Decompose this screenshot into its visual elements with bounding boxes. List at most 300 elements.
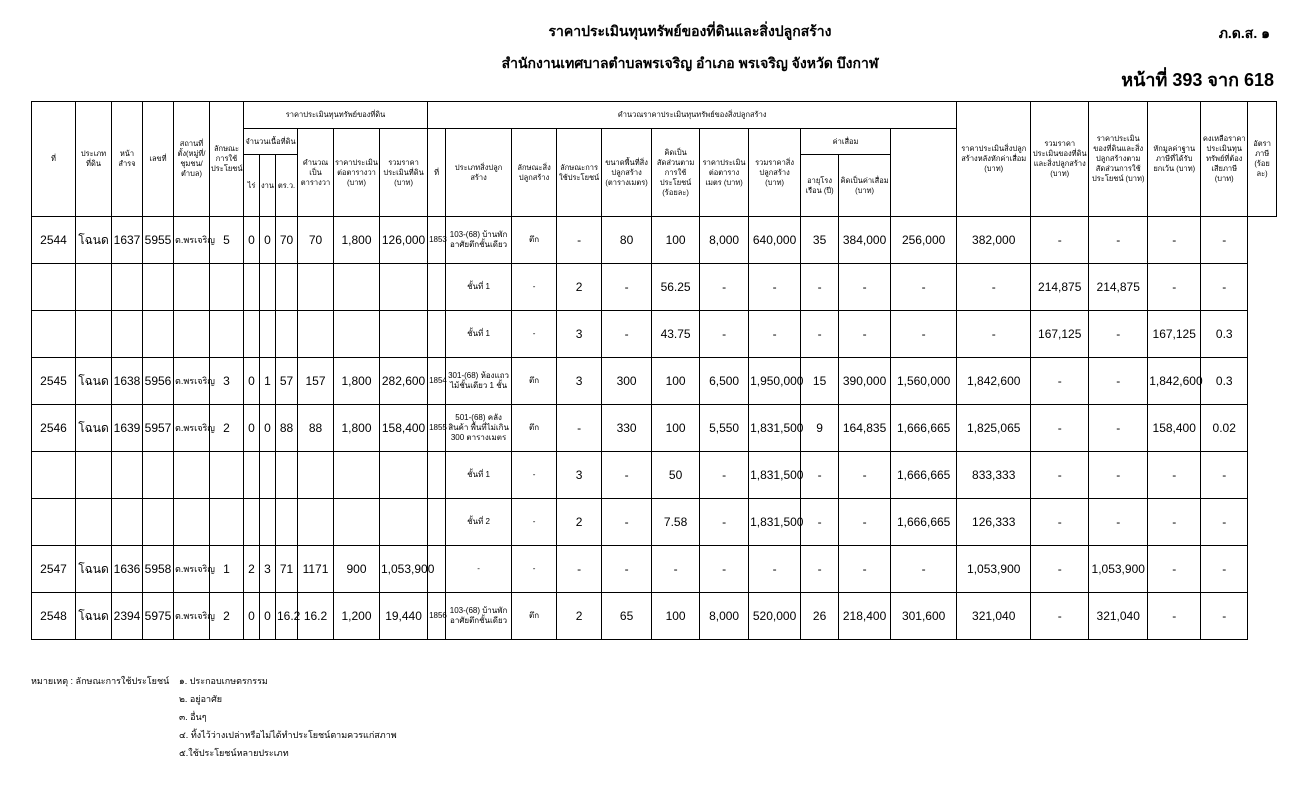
col-rai: ไร่ (244, 155, 260, 217)
table-cell: ตึก (512, 405, 557, 452)
table-cell: - (700, 311, 749, 358)
col-total-value: รวมราคาประเมินของที่ดินและสิ่งปลูกสร้าง (บาท) (1031, 102, 1089, 217)
table-cell: - (1201, 593, 1248, 640)
table-cell: 100 (652, 405, 700, 452)
table-cell: 1,200 (334, 593, 380, 640)
table-cell: - (1201, 546, 1248, 593)
table-cell: - (512, 546, 557, 593)
table-cell: 382,000 (957, 217, 1031, 264)
table-cell (260, 499, 276, 546)
table-cell (380, 499, 428, 546)
table-cell: 100 (652, 217, 700, 264)
table-cell: 1,053,900 (957, 546, 1031, 593)
table-cell: - (512, 452, 557, 499)
table-cell: 384,000 (839, 217, 891, 264)
table-cell: โฉนด (76, 217, 112, 264)
table-cell: 1,053,900 (380, 546, 428, 593)
table-cell (210, 264, 244, 311)
table-cell (298, 264, 334, 311)
table-cell: 1,800 (334, 405, 380, 452)
table-cell (76, 311, 112, 358)
table-cell: - (700, 499, 749, 546)
table-cell: ชั้นที่ 1 (446, 311, 512, 358)
table-cell: 1,831,500 (749, 452, 801, 499)
col-building-style: ลักษณะสิ่งปลูกสร้าง (512, 129, 557, 217)
table-cell: 1854 (428, 358, 446, 405)
table-row (32, 499, 1277, 546)
table-cell (428, 264, 446, 311)
table-cell: - (1148, 546, 1201, 593)
table-cell: ต.พรเจริญ (174, 217, 210, 264)
table-cell: - (957, 264, 1031, 311)
table-cell (244, 311, 260, 358)
table-cell: 1,800 (334, 217, 380, 264)
table-cell: โฉนด (76, 405, 112, 452)
table-cell: 16.2 (276, 593, 298, 640)
table-cell: - (602, 499, 652, 546)
table-row (32, 264, 1277, 311)
table-cell (143, 311, 174, 358)
table-cell: 5956 (143, 358, 174, 405)
table-cell (112, 499, 143, 546)
table-cell: 43.75 (652, 311, 700, 358)
table-cell: - (1201, 499, 1248, 546)
col-building-type: ประเภทสิ่งปลูกสร้าง (446, 129, 512, 217)
table-cell: 1639 (112, 405, 143, 452)
table-cell (112, 311, 143, 358)
col-usage-ratio: คิดเป็นสัดส่วนตามการใช้ประโยชน์ (ร้อยละ) (652, 129, 700, 217)
table-cell: 2 (557, 593, 602, 640)
table-cell: ต.พรเจริญ (174, 405, 210, 452)
table-row (32, 217, 1277, 264)
table-cell: - (1201, 217, 1248, 264)
table-cell: 214,875 (1089, 264, 1148, 311)
group-area: จำนวนเนื้อที่ดิน (244, 129, 298, 155)
table-cell (298, 452, 334, 499)
table-cell (276, 499, 298, 546)
table-cell: - (749, 264, 801, 311)
table-cell: 158,400 (1148, 405, 1201, 452)
table-cell: ต.พรเจริญ (174, 546, 210, 593)
notes-label: หมายเหตุ : ลักษณะการใช้ประโยชน์ (31, 676, 170, 686)
table-cell: - (801, 546, 839, 593)
table-cell: 0 (260, 217, 276, 264)
table-cell: 301,600 (891, 593, 957, 640)
table-cell: 5957 (143, 405, 174, 452)
table-cell: 8,000 (700, 217, 749, 264)
table-cell: - (1031, 358, 1089, 405)
table-cell: 520,000 (749, 593, 801, 640)
group-building: คำนวณราคาประเมินทุนทรัพย์ของสิ่งปลูกสร้าง (428, 102, 957, 129)
table-cell: 15 (801, 358, 839, 405)
table-cell: 2548 (32, 593, 76, 640)
table-cell: - (891, 264, 957, 311)
col-location: สถานที่ตั้ง(หมู่ที่/ชุมชน/ตำบล) (174, 102, 210, 217)
table-cell: 1,053,900 (1089, 546, 1148, 593)
table-cell: - (700, 452, 749, 499)
table-cell: 1 (260, 358, 276, 405)
table-cell: - (700, 264, 749, 311)
table-cell: 164,835 (839, 405, 891, 452)
table-cell: 16.2 (298, 593, 334, 640)
table-cell: - (1089, 358, 1148, 405)
table-cell: โฉนด (76, 593, 112, 640)
table-cell (428, 311, 446, 358)
table-cell (428, 452, 446, 499)
table-cell: 1,831,500 (749, 405, 801, 452)
col-building-after-dep: ราคาประเมินสิ่งปลูกสร้างหลังหักค่าเสื่อม (บาท) (957, 102, 1031, 217)
table-cell: 1856 (428, 593, 446, 640)
table-cell: 1,950,000 (749, 358, 801, 405)
form-code: ภ.ด.ส. ๑ (1218, 25, 1270, 41)
table-cell: 80 (602, 217, 652, 264)
table-cell (244, 452, 260, 499)
table-cell: - (1089, 452, 1148, 499)
notes (31, 672, 397, 762)
table-cell: - (1089, 499, 1148, 546)
table-cell (112, 264, 143, 311)
table-cell: 3 (210, 358, 244, 405)
table-cell: - (1148, 499, 1201, 546)
col-value-by-usage: ราคาประเมินของที่ดินและสิ่งปลูกสร้างตามสัดส่วนการใช้ประโยชน์ (บาท) (1089, 102, 1148, 217)
table-cell: - (839, 499, 891, 546)
table-cell: ตึก (512, 217, 557, 264)
col-building-no: ที่ (428, 129, 446, 217)
table-cell: 0 (244, 217, 260, 264)
table-cell: 5955 (143, 217, 174, 264)
table-cell: 35 (801, 217, 839, 264)
table-cell (210, 499, 244, 546)
table-cell (260, 264, 276, 311)
table-cell: ชั้นที่ 1 (446, 452, 512, 499)
table-cell: - (839, 546, 891, 593)
table-cell: 2 (557, 264, 602, 311)
col-building-usage: ลักษณะการใช้ประโยชน์ (557, 129, 602, 217)
table-cell (76, 452, 112, 499)
table-cell: ตึก (512, 593, 557, 640)
table-row (32, 311, 1277, 358)
table-cell (174, 452, 210, 499)
table-cell: - (557, 217, 602, 264)
table-cell: 0 (260, 593, 276, 640)
table-cell: 900 (334, 546, 380, 593)
col-ngan: งาน (260, 155, 276, 217)
table-cell: 103-(68) บ้านพักอาศัยตึกชั้นเดียว (446, 593, 512, 640)
table-cell: 1,560,000 (891, 358, 957, 405)
table-cell: โฉนด (76, 358, 112, 405)
table-cell: - (700, 546, 749, 593)
table-cell: 0 (244, 405, 260, 452)
table-cell (334, 499, 380, 546)
table-cell: 282,600 (380, 358, 428, 405)
col-taxable: คงเหลือราคาประเมินทุนทรัพย์ที่ต้องเสียภาษี (บาท) (1201, 102, 1248, 217)
col-price-per-sqm: ราคาประเมินต่อตารางเมตร (บาท) (700, 129, 749, 217)
table-cell: 1853 (428, 217, 446, 264)
table-cell: - (512, 264, 557, 311)
col-doc-no: เลขที่ (143, 102, 174, 217)
table-cell: - (1031, 593, 1089, 640)
table-cell: - (1089, 217, 1148, 264)
table-cell: 100 (652, 358, 700, 405)
table-cell: ตึก (512, 358, 557, 405)
table-cell: - (891, 546, 957, 593)
table-cell (76, 264, 112, 311)
table-cell: 1,666,665 (891, 405, 957, 452)
table-cell (298, 311, 334, 358)
table-cell: 9 (801, 405, 839, 452)
col-survey-page: หน้าสำรจ (112, 102, 143, 217)
table-cell (244, 264, 260, 311)
table-cell: - (1201, 264, 1248, 311)
table-cell: 1,825,065 (957, 405, 1031, 452)
table-cell (32, 264, 76, 311)
table-cell: 157 (298, 358, 334, 405)
table-cell: - (557, 546, 602, 593)
table-cell: - (801, 311, 839, 358)
table-cell: 0.02 (1201, 405, 1248, 452)
table-cell (174, 311, 210, 358)
note-item: ๓. อื่นๆ (179, 712, 207, 722)
table-cell (210, 452, 244, 499)
table-cell (32, 311, 76, 358)
table-cell (298, 499, 334, 546)
table-cell: 2 (210, 593, 244, 640)
table-cell: - (839, 311, 891, 358)
table-cell: 218,400 (839, 593, 891, 640)
table-cell: 1,842,600 (1148, 358, 1201, 405)
table-cell: 5,550 (700, 405, 749, 452)
table-cell: 2 (210, 405, 244, 452)
table-cell: ต.พรเจริญ (174, 593, 210, 640)
table-cell: - (1031, 452, 1089, 499)
table-cell: - (512, 499, 557, 546)
table-cell: - (602, 546, 652, 593)
table-cell: - (749, 311, 801, 358)
table-cell (276, 452, 298, 499)
col-floor-area: ขนาดพื้นที่สิ่งปลูกสร้าง (ตารางเมตร) (602, 129, 652, 217)
table-cell: - (652, 546, 700, 593)
table-cell: - (512, 311, 557, 358)
table-cell: 256,000 (891, 217, 957, 264)
table-cell: 3 (557, 452, 602, 499)
table-cell: 100 (652, 593, 700, 640)
page-number: หน้าที่ 393 จาก 618 (1121, 70, 1274, 90)
table-cell: โฉนด (76, 546, 112, 593)
table-cell: 5975 (143, 593, 174, 640)
table-cell: 214,875 (1031, 264, 1089, 311)
table-cell: - (801, 452, 839, 499)
table-cell: ต.พรเจริญ (174, 358, 210, 405)
table-cell (276, 264, 298, 311)
table-row (32, 358, 1277, 405)
table-cell: - (557, 405, 602, 452)
table-cell: 640,000 (749, 217, 801, 264)
table-cell: 126,000 (380, 217, 428, 264)
table-cell: - (957, 311, 1031, 358)
table-cell: - (749, 546, 801, 593)
table-cell: 5 (210, 217, 244, 264)
table-cell: 6,500 (700, 358, 749, 405)
table-cell (76, 499, 112, 546)
table-cell: ชั้นที่ 1 (446, 264, 512, 311)
table-cell (334, 264, 380, 311)
table-row (32, 405, 1277, 452)
assessment-table (31, 101, 1277, 640)
table-cell: 1,666,665 (891, 452, 957, 499)
table-cell (334, 311, 380, 358)
table-cell: 0.3 (1201, 358, 1248, 405)
table-cell: 0 (244, 593, 260, 640)
col-age: อายุโรงเรือน (ปี) (801, 155, 839, 217)
table-cell (210, 311, 244, 358)
note-item: ๕.ใช้ประโยชน์หลายประเภท (179, 748, 289, 758)
table-cell: 390,000 (839, 358, 891, 405)
table-cell: 7.58 (652, 499, 700, 546)
table-cell (32, 452, 76, 499)
table-cell: 330 (602, 405, 652, 452)
table-cell: 70 (298, 217, 334, 264)
table-cell: - (1201, 452, 1248, 499)
note-item: ๑. ประกอบเกษตรกรรม (179, 676, 268, 686)
table-cell: 1637 (112, 217, 143, 264)
table-cell: 88 (298, 405, 334, 452)
table-cell (380, 264, 428, 311)
table-cell: - (801, 264, 839, 311)
col-total-building-price: รวมราคาสิ่งปลูกสร้าง (บาท) (749, 129, 801, 217)
table-cell: 167,125 (1031, 311, 1089, 358)
table-cell: - (839, 264, 891, 311)
table-cell: 88 (276, 405, 298, 452)
table-cell: - (1031, 217, 1089, 264)
table-cell: 167,125 (1148, 311, 1201, 358)
table-row (32, 593, 1277, 640)
col-price-per-wa: ราคาประเมินต่อตารางวา (บาท) (334, 129, 380, 217)
table-cell: 126,333 (957, 499, 1031, 546)
table-cell: 1,842,600 (957, 358, 1031, 405)
table-cell: 2547 (32, 546, 76, 593)
col-wa: ตร.ว. (276, 155, 298, 217)
table-cell: - (602, 264, 652, 311)
col-exemption: หักมูลค่าฐานภาษีที่ได้รับยกเว้น (บาท) (1148, 102, 1201, 217)
table-cell: - (1148, 217, 1201, 264)
table-cell: 3 (557, 311, 602, 358)
table-row (32, 546, 1277, 593)
table-cell: 26 (801, 593, 839, 640)
table-cell: - (1031, 546, 1089, 593)
table-cell (260, 452, 276, 499)
col-tax-rate: อัตราภาษี (ร้อยละ) (1248, 102, 1277, 217)
table-cell: - (1148, 264, 1201, 311)
col-usage: ลักษณะการใช้ประโยชน์ (210, 102, 244, 217)
col-calc-area: คำนวณเป็นตารางวา (298, 129, 334, 217)
table-cell: - (1148, 452, 1201, 499)
table-cell: - (1031, 499, 1089, 546)
table-cell: 71 (276, 546, 298, 593)
table-cell: - (1031, 405, 1089, 452)
table-row (32, 452, 1277, 499)
table-cell: - (446, 546, 512, 593)
table-cell: - (891, 311, 957, 358)
note-item: ๒. อยู่อาศัย (179, 694, 223, 704)
table-cell (380, 311, 428, 358)
table-cell: 0 (260, 405, 276, 452)
table-cell: 1638 (112, 358, 143, 405)
table-cell (334, 452, 380, 499)
table-cell (428, 499, 446, 546)
group-depreciation: ค่าเสื่อม (801, 129, 891, 155)
table-cell: 3 (557, 358, 602, 405)
table-cell: 1171 (298, 546, 334, 593)
table-cell: 19,440 (380, 593, 428, 640)
document-title: ราคาประเมินทุนทรัพย์ของที่ดินและสิ่งปลูกสร้าง (548, 23, 832, 39)
table-cell: 103-(68) บ้านพักอาศัยตึกชั้นเดียว (446, 217, 512, 264)
table-cell: 1,831,500 (749, 499, 801, 546)
table-cell: - (1148, 593, 1201, 640)
table-cell: - (1089, 311, 1148, 358)
table-cell: 2 (244, 546, 260, 593)
note-item: ๔. ทิ้งไว้ว่างเปล่าหรือไม่ได้ทำประโยชน์ตามควรแก่สภาพ (179, 730, 397, 740)
table-cell (174, 264, 210, 311)
table-cell: 56.25 (652, 264, 700, 311)
table-cell (32, 499, 76, 546)
table-cell: 57 (276, 358, 298, 405)
table-cell: ชั้นที่ 2 (446, 499, 512, 546)
table-cell (112, 452, 143, 499)
table-cell (143, 452, 174, 499)
col-land-type: ประเภทที่ดิน (76, 102, 112, 217)
table-cell: 3 (260, 546, 276, 593)
table-cell: 65 (602, 593, 652, 640)
col-depreciation: คิดเป็นค่าเสื่อม (บาท) (839, 155, 891, 217)
table-cell: 0.3 (1201, 311, 1248, 358)
table-cell: 2394 (112, 593, 143, 640)
document-subtitle: สำนักงานเทศบาลตำบลพรเจริญ อำเภอ พรเจริญ จังหวัด บึงกาฬ (501, 55, 879, 71)
table-cell: - (602, 452, 652, 499)
table-cell (260, 311, 276, 358)
table-cell: - (1089, 405, 1148, 452)
table-cell: 70 (276, 217, 298, 264)
table-cell: 0 (244, 358, 260, 405)
table-cell: 8,000 (700, 593, 749, 640)
col-no: ที่ (32, 102, 76, 217)
table-cell: 321,040 (1089, 593, 1148, 640)
table-cell: 1,800 (334, 358, 380, 405)
table-cell: - (602, 311, 652, 358)
table-cell: 301-(68) ห้องแถว ไม้ชั้นเดียว 1 ชั้น (446, 358, 512, 405)
group-land: ราคาประเมินทุนทรัพย์ของที่ดิน (244, 102, 428, 129)
table-cell: 1,666,665 (891, 499, 957, 546)
table-cell: - (839, 452, 891, 499)
table-cell: 833,333 (957, 452, 1031, 499)
table-cell: 501-(68) คลังสินค้า พื้นที่ไม่เกิน 300 ตารางเมตร (446, 405, 512, 452)
table-cell: 5958 (143, 546, 174, 593)
table-cell (276, 311, 298, 358)
table-cell (174, 499, 210, 546)
table-cell (244, 499, 260, 546)
table-cell: 321,040 (957, 593, 1031, 640)
table-cell: 158,400 (380, 405, 428, 452)
table-cell (380, 452, 428, 499)
table-cell: - (801, 499, 839, 546)
table-cell: 2546 (32, 405, 76, 452)
table-cell: 50 (652, 452, 700, 499)
table-cell: 1 (210, 546, 244, 593)
table-cell: 1636 (112, 546, 143, 593)
table-cell: 2 (557, 499, 602, 546)
table-cell (143, 264, 174, 311)
table-cell: 1855 (428, 405, 446, 452)
table-cell: 300 (602, 358, 652, 405)
